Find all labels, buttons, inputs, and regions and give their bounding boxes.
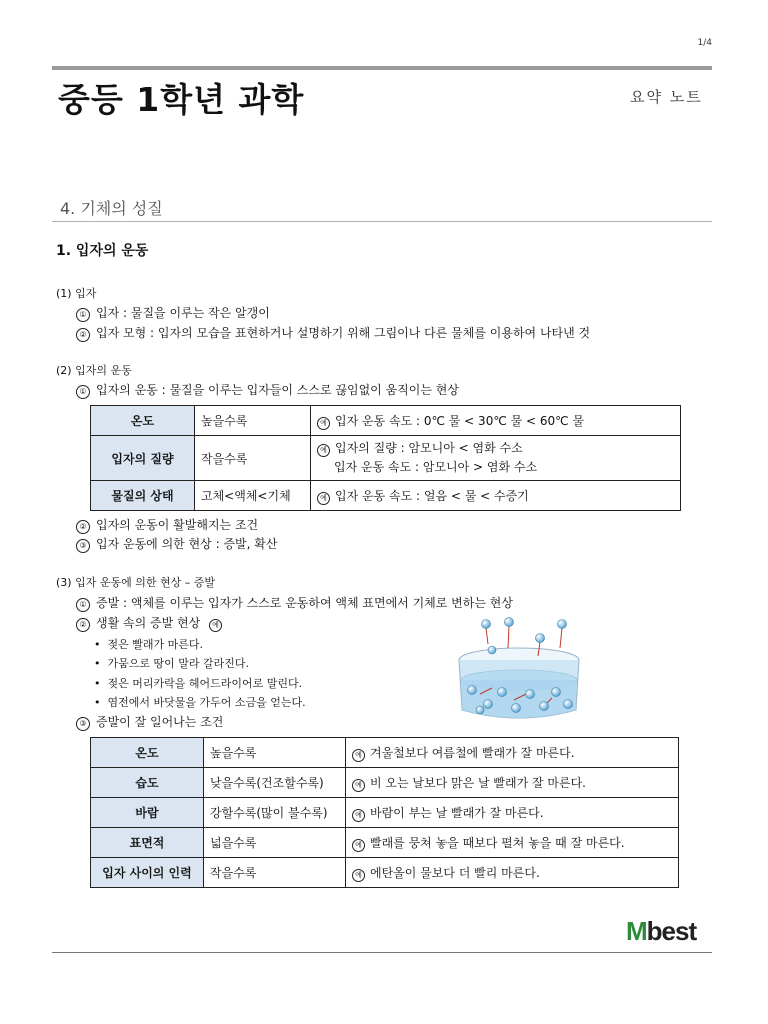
circled-number: ① xyxy=(76,385,90,399)
logo-rest: best xyxy=(646,916,697,946)
row-header: 표면적 xyxy=(91,828,204,858)
table-row xyxy=(91,798,679,828)
evaporation-illustration xyxy=(452,614,586,726)
row-example-text: 입자 운동 속도 : 0℃ 물 < 30℃ 물 < 60℃ 물 xyxy=(335,413,585,428)
page-number: 1/4 xyxy=(697,38,712,48)
row-condition: 낮을수록(건조할수록) xyxy=(204,768,346,798)
row-example xyxy=(346,768,679,798)
list-item: • 젖은 머리카락을 헤어드라이어로 말린다. xyxy=(94,677,303,690)
row-example xyxy=(346,798,679,828)
example-mark: 예 xyxy=(317,492,330,505)
mbest-logo xyxy=(626,916,696,947)
example-mark: 예 xyxy=(352,809,365,822)
circled-number: ② xyxy=(76,618,90,632)
row-example xyxy=(346,858,679,888)
table-row xyxy=(91,828,679,858)
example-mark: 예 xyxy=(317,417,330,430)
row-condition: 고체<액체<기체 xyxy=(195,481,311,511)
circled-number: ① xyxy=(76,598,90,612)
row-example xyxy=(311,436,681,481)
row-example xyxy=(311,406,681,436)
part2-item-1 xyxy=(76,381,459,399)
footer-rule xyxy=(52,952,712,953)
part1-item-2 xyxy=(76,324,590,342)
part1-item-2-text: 입자 모형 : 입자의 모습을 표현하거나 설명하기 위해 그림이나 다른 물체를 이용하여 나타낸 것 xyxy=(96,326,591,340)
example-line xyxy=(317,439,674,458)
part2-item-2-text: 입자의 운동이 활발해지는 조건 xyxy=(96,518,259,532)
page-subtitle: 요약 노트 xyxy=(630,88,703,106)
row-example xyxy=(346,828,679,858)
evaporation-conditions-table xyxy=(90,737,679,888)
table-row xyxy=(91,858,679,888)
circled-number: ② xyxy=(76,520,90,534)
row-header: 온도 xyxy=(91,406,195,436)
row-condition: 강할수록(많이 불수록) xyxy=(204,798,346,828)
bullet-text: 젖은 머리카락을 헤어드라이어로 말린다. xyxy=(107,677,303,690)
circled-number: ① xyxy=(76,308,90,322)
part1-label: (1) 입자 xyxy=(56,287,97,300)
row-condition: 작을수록 xyxy=(195,436,311,481)
row-header: 온도 xyxy=(91,738,204,768)
part2-item-3-text: 입자 운동에 의한 현상 : 증발, 확산 xyxy=(96,537,278,551)
table-row xyxy=(91,768,679,798)
part3-item-1-text: 증발 : 액체를 이루는 입자가 스스로 운동하여 액체 표면에서 기체로 변하는 현상 xyxy=(96,596,513,610)
part3-item-2-text: 생활 속의 증발 현상 xyxy=(96,616,201,630)
part3-item-2 xyxy=(76,614,227,632)
part2-item-2 xyxy=(76,516,258,534)
row-header: 입자의 질량 xyxy=(91,436,195,481)
list-item: • 가뭄으로 땅이 말라 갈라진다. xyxy=(94,657,249,670)
part2-label: (2) 입자의 운동 xyxy=(56,364,132,377)
table-row xyxy=(91,738,679,768)
row-condition: 넓을수록 xyxy=(204,828,346,858)
list-item: • 염전에서 바닷물을 가두어 소금을 얻는다. xyxy=(94,696,306,709)
row-condition: 작을수록 xyxy=(204,858,346,888)
row-example-text: 에탄올이 물보다 더 빨리 마른다. xyxy=(370,865,540,880)
part3-item-3 xyxy=(76,713,223,731)
example-mark: 예 xyxy=(352,839,365,852)
row-example-text: 바람이 부는 날 빨래가 잘 마른다. xyxy=(370,805,544,820)
table-row xyxy=(91,406,681,436)
part3-label: (3) 입자 운동에 의한 현상 – 증발 xyxy=(56,576,215,589)
row-example-text: 비 오는 날보다 맑은 날 빨래가 잘 마른다. xyxy=(370,775,586,790)
header-rule xyxy=(52,66,712,70)
bullet-text: 염전에서 바닷물을 가두어 소금을 얻는다. xyxy=(107,696,306,709)
row-header: 바람 xyxy=(91,798,204,828)
part3-item-3-text: 증발이 잘 일어나는 조건 xyxy=(96,715,224,729)
part1-item-1 xyxy=(76,304,270,322)
row-header: 물질의 상태 xyxy=(91,481,195,511)
topic-heading: 1. 입자의 운동 xyxy=(56,243,149,259)
bullet-text: 가뭄으로 땅이 말라 갈라진다. xyxy=(107,657,249,670)
row-example-text: 입자의 질량 : 암모니아 < 염화 수소 xyxy=(335,441,523,455)
circled-number: ③ xyxy=(76,539,90,553)
row-example xyxy=(311,481,681,511)
part2-item-3 xyxy=(76,535,277,553)
row-example xyxy=(346,738,679,768)
part2-item-1-text: 입자의 운동 : 물질을 이루는 입자들이 스스로 끊임없이 움직이는 현상 xyxy=(96,383,459,397)
circled-number: ③ xyxy=(76,717,90,731)
particle-motion-table xyxy=(90,405,681,511)
example-mark: 예 xyxy=(317,444,330,457)
row-example-text: 입자 운동 속도 : 얼음 < 물 < 수증기 xyxy=(335,488,529,503)
table-row xyxy=(91,436,681,481)
row-example-text: 빨래를 뭉쳐 놓을 때보다 펼쳐 놓을 때 잘 마른다. xyxy=(370,835,625,850)
example-mark: 예 xyxy=(352,779,365,792)
section-divider xyxy=(52,221,712,222)
logo-m: M xyxy=(626,916,647,946)
table-row xyxy=(91,481,681,511)
row-condition: 높을수록 xyxy=(204,738,346,768)
circled-number: ② xyxy=(76,328,90,342)
row-header: 습도 xyxy=(91,768,204,798)
example-mark: 예 xyxy=(352,869,365,882)
bullet-text: 젖은 빨래가 마른다. xyxy=(107,638,203,651)
row-example-text-2: 입자 운동 속도 : 암모니아 > 염화 수소 xyxy=(334,460,538,474)
list-item: • 젖은 빨래가 마른다. xyxy=(94,638,203,651)
example-mark: 예 xyxy=(209,619,222,632)
section-title: 4. 기체의 성질 xyxy=(60,199,163,218)
part3-item-1 xyxy=(76,594,513,612)
row-header: 입자 사이의 인력 xyxy=(91,858,204,888)
part1-item-1-text: 입자 : 물질을 이루는 작은 알갱이 xyxy=(96,306,270,320)
row-condition: 높을수록 xyxy=(195,406,311,436)
example-mark: 예 xyxy=(352,749,365,762)
row-example-text: 겨울철보다 여름철에 빨래가 잘 마른다. xyxy=(370,745,575,760)
page-title: 중등 1학년 과학 xyxy=(58,80,305,119)
